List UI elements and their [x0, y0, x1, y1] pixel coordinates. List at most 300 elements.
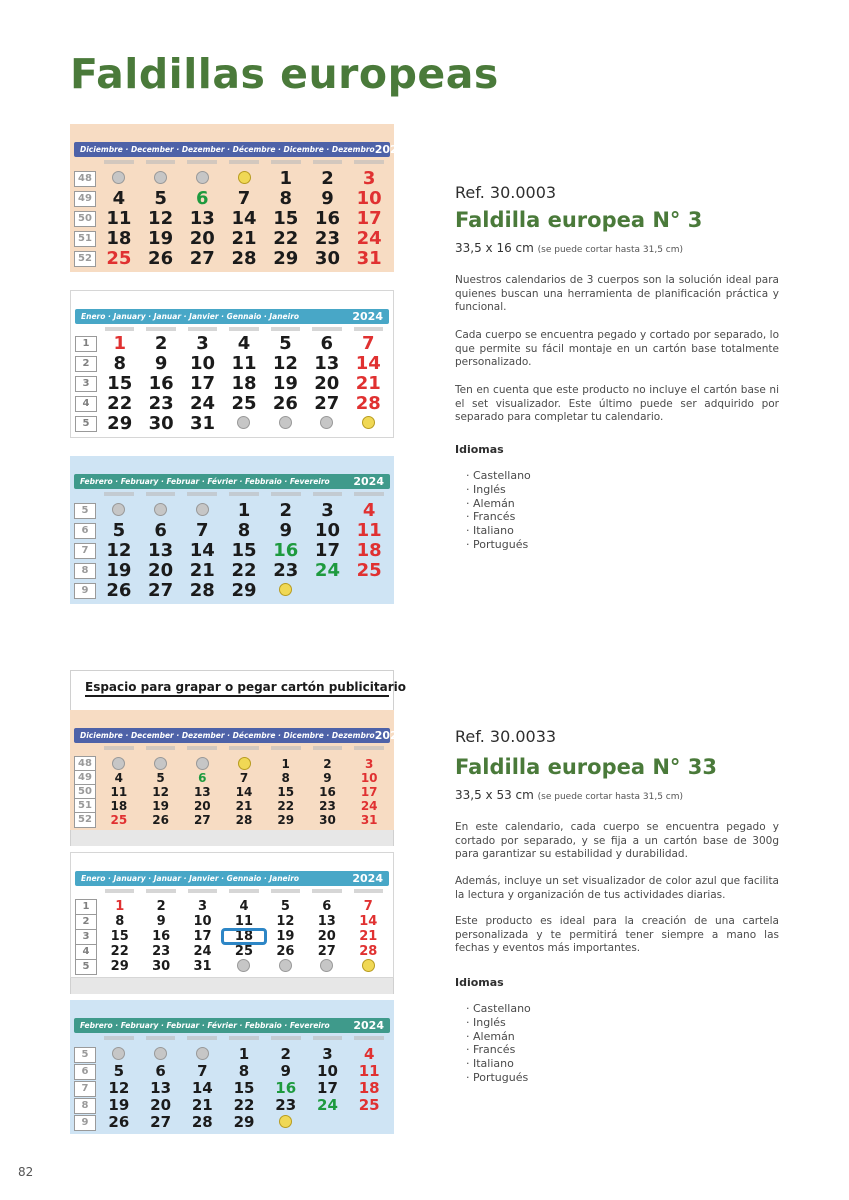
day-grid: [75, 899, 389, 974]
day-cell: [140, 170, 182, 188]
day-cell: [348, 959, 389, 975]
month-names: Febrero · February · Februar · Février · Febbraio · Fevereiro: [80, 477, 330, 486]
product-size: [455, 241, 683, 255]
day-cell: 2: [323, 757, 332, 771]
day-cell: [140, 757, 182, 772]
day-cell: 9: [323, 771, 332, 785]
day-cell: 19: [152, 799, 169, 813]
day-cell: 5: [113, 1062, 125, 1080]
day-cell: 11: [231, 353, 257, 374]
month-names: Diciembre · December · Dezember · Décembre · Dicembre · Dezembro: [80, 145, 375, 154]
day-cell: 14: [189, 540, 215, 561]
month-names: Enero · January · Januar · Janvier · Gennaio · Janeiro: [81, 874, 300, 883]
day-grid: [74, 169, 390, 269]
day-cell: 1: [115, 899, 125, 914]
day-cell: 11: [110, 785, 128, 799]
day-cell: 27: [317, 944, 336, 959]
day-cell: 17: [193, 929, 212, 944]
language-item: · Italiano: [466, 524, 531, 538]
day-cell: 27: [314, 393, 340, 414]
day-cell: 12: [276, 914, 295, 929]
day-cell: 23: [314, 228, 340, 249]
week-row: [75, 374, 389, 394]
day-cell: 26: [108, 1113, 130, 1131]
day-cell: 7: [363, 899, 373, 914]
day-cell: 13: [150, 1079, 172, 1097]
day-cell: 14: [355, 353, 381, 374]
day-cell: 24: [317, 1096, 338, 1114]
day-cell: 4: [363, 1045, 375, 1063]
day-cell: 7: [239, 771, 249, 785]
week-number: 5: [75, 416, 97, 432]
day-cell: 22: [107, 393, 133, 414]
description-paragraph: Además, incluye un set visualizador de color azul que facilita la lectura y organización de tus actividades diarias.: [455, 875, 779, 901]
day-cell: 17: [190, 373, 216, 394]
week-number: 4: [75, 944, 97, 960]
day-cell: 30: [152, 959, 171, 974]
day-cell: 2: [280, 1045, 291, 1063]
day-cell: 19: [276, 929, 295, 944]
month-band: [74, 1018, 390, 1033]
week-number: 4: [75, 396, 97, 412]
week-row: [75, 414, 389, 434]
week-number: 52: [74, 251, 96, 267]
day-cell: 24: [314, 560, 340, 581]
languages-heading: Idiomas: [455, 976, 504, 989]
month-band: [74, 728, 406, 743]
day-cell: 31: [190, 413, 216, 434]
day-cell: [306, 415, 347, 433]
month-band: [74, 142, 406, 157]
day-cell: 15: [233, 1079, 255, 1097]
day-cell: 16: [152, 929, 171, 944]
day-cell: 11: [106, 208, 132, 229]
week-number: 9: [74, 583, 96, 599]
week-number: 50: [74, 784, 96, 800]
day-cell: 26: [276, 944, 295, 959]
day-cell: 20: [148, 560, 174, 581]
day-cell: 16: [273, 540, 299, 561]
day-cell: 14: [191, 1079, 213, 1097]
day-cell: [98, 757, 140, 772]
day-cell: 6: [155, 1062, 166, 1080]
day-cell: 10: [360, 771, 378, 785]
week-row: [74, 169, 390, 189]
day-cell: 3: [198, 899, 208, 914]
day-cell: [140, 502, 182, 520]
language-item: · Alemán: [466, 1030, 531, 1044]
week-number: 2: [75, 914, 97, 930]
weekday-names-row: [99, 887, 389, 896]
day-cell: [306, 959, 347, 975]
week-row: [74, 561, 390, 581]
description-paragraph: Este producto es ideal para la creación de una cartela personalizada y te permitirá tener siempre a mano las fechas y eventos más importantes.: [455, 915, 779, 954]
week-row: [74, 1063, 390, 1080]
day-cell: 12: [148, 208, 174, 229]
calendar-january-2: [70, 852, 394, 978]
day-cell: 29: [107, 413, 133, 434]
day-cell: 6: [322, 899, 332, 914]
day-cell: [98, 170, 140, 188]
day-cell: [140, 1047, 182, 1063]
day-cell: 29: [231, 580, 257, 601]
language-item: · Castellano: [466, 469, 531, 483]
day-cell: 20: [314, 373, 340, 394]
day-cell: 15: [107, 373, 133, 394]
day-cell: 18: [358, 1079, 380, 1097]
day-cell: [265, 1115, 307, 1131]
day-cell: 3: [362, 168, 376, 189]
language-item: · Italiano: [466, 1057, 531, 1071]
day-cell: 16: [319, 785, 336, 799]
day-cell: 28: [189, 580, 215, 601]
week-number: 48: [74, 171, 96, 187]
week-number: 8: [74, 1098, 96, 1114]
year-label: 2024: [352, 872, 383, 885]
calendar-january-1: [70, 290, 394, 438]
day-cell: 29: [233, 1113, 255, 1131]
day-cell: 8: [238, 1062, 250, 1080]
day-cell: 1: [238, 1045, 250, 1063]
day-cell: 9: [154, 353, 168, 374]
day-cell: 7: [196, 520, 209, 541]
day-cell: 23: [152, 944, 171, 959]
month-names: Enero · January · Januar · Janvier · Gennaio · Janeiro: [81, 312, 300, 321]
week-number: 51: [74, 798, 96, 814]
day-cell: 27: [193, 813, 211, 827]
product-title: Faldilla europea N° 33: [455, 755, 717, 779]
day-cell: 3: [364, 757, 374, 771]
day-cell: 18: [356, 540, 382, 561]
ad-space-label: Espacio para grapar o pegar cartón publicitario: [85, 677, 389, 697]
language-item: · Portugués: [466, 538, 531, 552]
week-row: [75, 334, 389, 354]
ad-space-strip: [70, 670, 406, 710]
week-number: 7: [74, 543, 96, 559]
product-ref: Ref. 30.0033: [455, 727, 557, 746]
day-cell: [265, 582, 307, 600]
day-cell: 6: [154, 520, 167, 541]
day-cell: 31: [360, 813, 378, 827]
day-cell: 10: [356, 188, 382, 209]
week-row: [75, 394, 389, 414]
day-cell: [181, 170, 223, 188]
day-cell: 24: [356, 228, 382, 249]
day-cell: 29: [277, 813, 295, 827]
day-cell: 21: [231, 228, 257, 249]
day-cell: 12: [272, 353, 298, 374]
day-cell: 18: [223, 930, 264, 943]
calendar-december-2: [70, 710, 406, 830]
day-cell: 12: [152, 785, 169, 799]
fold-divider: [70, 830, 394, 846]
day-cell: 13: [189, 208, 215, 229]
day-cell: 1: [113, 333, 126, 354]
day-cell: 20: [150, 1096, 172, 1114]
week-row: [74, 521, 390, 541]
day-cell: 25: [356, 560, 382, 581]
day-cell: 27: [150, 1113, 172, 1131]
day-cell: [265, 959, 306, 975]
day-cell: 15: [110, 929, 129, 944]
day-cell: 2: [279, 500, 292, 521]
size-note: (se puede cortar hasta 31,5 cm): [537, 245, 684, 255]
day-cell: 10: [193, 914, 212, 929]
day-cell: 22: [277, 799, 295, 813]
day-cell: 28: [235, 813, 253, 827]
week-row: [74, 209, 390, 229]
day-cell: 17: [314, 540, 340, 561]
day-cell: 14: [359, 914, 378, 929]
day-cell: [181, 757, 223, 772]
year-label: 2024: [353, 475, 384, 488]
week-number: 2: [75, 356, 97, 372]
day-cell: 8: [281, 771, 290, 785]
week-number: 3: [75, 376, 97, 392]
day-cell: 20: [189, 228, 215, 249]
day-cell: [348, 415, 389, 433]
week-row: [75, 354, 389, 374]
day-cell: 17: [317, 1079, 338, 1097]
day-cell: 9: [280, 1062, 291, 1080]
week-row: [74, 799, 390, 813]
day-cell: 22: [233, 1096, 255, 1114]
week-number: 50: [74, 211, 96, 227]
day-cell: 17: [360, 785, 378, 799]
day-cell: 3: [322, 1045, 333, 1063]
day-cell: 30: [319, 813, 336, 827]
day-cell: 15: [273, 208, 299, 229]
day-grid: [74, 757, 390, 827]
day-cell: 30: [314, 248, 340, 269]
languages-list: [466, 1002, 531, 1085]
day-cell: 23: [148, 393, 174, 414]
day-cell: 20: [193, 799, 211, 813]
week-number: 5: [74, 503, 96, 519]
day-cell: 28: [359, 944, 378, 959]
fold-divider: [70, 978, 394, 994]
week-row: [74, 1114, 390, 1131]
day-cell: 8: [113, 353, 126, 374]
day-cell: 13: [193, 785, 211, 799]
week-row: [74, 813, 390, 827]
week-row: [74, 1046, 390, 1063]
calendar-february-2: [70, 1000, 394, 1134]
day-cell: 18: [231, 373, 257, 394]
day-cell: 27: [148, 580, 174, 601]
day-cell: 30: [148, 413, 174, 434]
week-number: 49: [74, 191, 96, 207]
week-row: [75, 929, 389, 944]
week-number: 5: [75, 959, 97, 975]
week-number: 1: [75, 899, 97, 915]
day-cell: 23: [275, 1096, 297, 1114]
day-cell: 9: [321, 188, 334, 209]
month-names: Diciembre · December · Dezember · Décembre · Dicembre · Dezembro: [80, 731, 375, 740]
day-cell: 29: [110, 959, 129, 974]
size-note: (se puede cortar hasta 31,5 cm): [537, 792, 684, 802]
day-cell: 7: [197, 1062, 208, 1080]
day-cell: 8: [237, 520, 251, 541]
language-item: · Francés: [466, 510, 531, 524]
day-cell: 14: [235, 785, 253, 799]
day-cell: 13: [317, 914, 336, 929]
day-cell: 4: [114, 771, 124, 785]
day-cell: 6: [196, 188, 209, 209]
week-row: [74, 785, 390, 799]
day-cell: 24: [360, 799, 378, 813]
day-cell: 20: [317, 929, 336, 944]
day-cell: 31: [193, 959, 212, 974]
day-cell: 26: [152, 813, 169, 827]
day-cell: 8: [279, 188, 292, 209]
day-cell: 31: [356, 248, 382, 269]
year-label: 2023: [374, 729, 406, 742]
day-cell: 4: [239, 899, 249, 914]
day-cell: 28: [355, 393, 381, 414]
week-number: 9: [74, 1115, 96, 1131]
year-label: 2024: [353, 1019, 384, 1032]
day-cell: 3: [196, 333, 209, 354]
day-cell: [223, 415, 264, 433]
size-value: 33,5 x 16 cm: [455, 241, 534, 255]
week-row: [74, 581, 390, 601]
day-cell: 19: [148, 228, 174, 249]
day-cell: 17: [356, 208, 382, 229]
day-cell: [98, 502, 140, 520]
day-cell: 28: [191, 1113, 213, 1131]
size-value: 33,5 x 53 cm: [455, 788, 534, 802]
week-number: 8: [74, 563, 96, 579]
day-cell: 26: [106, 580, 132, 601]
day-cell: 14: [231, 208, 257, 229]
day-cell: 26: [148, 248, 174, 269]
language-item: · Inglés: [466, 1016, 531, 1030]
day-cell: 1: [281, 757, 290, 771]
day-cell: 4: [362, 500, 376, 521]
day-cell: [223, 959, 264, 975]
day-cell: 5: [112, 520, 126, 541]
week-row: [75, 914, 389, 929]
day-grid: [74, 501, 390, 601]
week-row: [74, 771, 390, 785]
day-cell: 11: [356, 520, 382, 541]
day-cell: 9: [156, 914, 166, 929]
day-cell: [181, 1047, 223, 1063]
day-cell: 22: [231, 560, 257, 581]
day-cell: 5: [280, 899, 290, 914]
day-cell: 5: [156, 771, 165, 785]
day-cell: 16: [314, 208, 340, 229]
day-cell: 2: [154, 333, 168, 354]
calendar-february-1: [70, 456, 394, 604]
day-grid: [75, 334, 389, 434]
week-number: 5: [74, 1047, 96, 1063]
day-cell: 1: [237, 500, 251, 521]
day-cell: [223, 170, 265, 188]
description-paragraph: Nuestros calendarios de 3 cuerpos son la solución ideal para quienes buscan una herramienta de planificación práctica y funcional.: [455, 274, 779, 313]
day-cell: 8: [115, 914, 125, 929]
day-cell: 5: [279, 333, 292, 354]
day-cell: 10: [314, 520, 340, 541]
day-cell: 5: [154, 188, 167, 209]
day-cell: 9: [279, 520, 292, 541]
month-band: [75, 309, 389, 324]
day-cell: 15: [231, 540, 257, 561]
weekday-names-row: [98, 158, 390, 167]
product-title: Faldilla europea N° 3: [455, 208, 703, 232]
week-row: [74, 501, 390, 521]
languages-heading: Idiomas: [455, 443, 504, 456]
day-cell: 15: [277, 785, 295, 799]
year-label: 2024: [352, 310, 383, 323]
language-item: · Alemán: [466, 497, 531, 511]
day-cell: 25: [358, 1096, 380, 1114]
calendar-december-1: [70, 124, 406, 272]
week-row: [74, 189, 390, 209]
day-cell: 12: [108, 1079, 130, 1097]
week-row: [74, 249, 390, 269]
day-cell: 11: [234, 914, 254, 929]
week-number: 7: [74, 1081, 96, 1097]
day-cell: 18: [106, 228, 132, 249]
week-row: [74, 1097, 390, 1114]
languages-list: [466, 469, 531, 552]
week-row: [74, 541, 390, 561]
day-cell: 22: [273, 228, 299, 249]
day-cell: 2: [156, 899, 166, 914]
day-cell: 21: [355, 373, 381, 394]
day-cell: 23: [273, 560, 299, 581]
year-label: 2023: [374, 143, 406, 156]
month-band: [75, 871, 389, 886]
page-number: 82: [18, 1165, 34, 1179]
week-row: [74, 757, 390, 771]
day-cell: 6: [198, 771, 207, 785]
day-cell: 23: [319, 799, 336, 813]
weekday-names-row: [98, 744, 390, 753]
day-cell: 7: [361, 333, 375, 354]
week-number: 6: [74, 1064, 96, 1080]
day-cell: 7: [237, 188, 251, 209]
day-cell: [98, 1047, 140, 1063]
page-title: Faldillas europeas: [70, 50, 499, 98]
day-cell: 6: [320, 333, 334, 354]
day-cell: 19: [108, 1096, 130, 1114]
day-cell: 3: [321, 500, 334, 521]
week-number: 52: [74, 812, 96, 828]
day-cell: 10: [317, 1062, 338, 1080]
day-cell: 24: [190, 393, 216, 414]
day-cell: 4: [112, 188, 126, 209]
language-item: · Portugués: [466, 1071, 531, 1085]
day-cell: 25: [234, 944, 254, 959]
day-cell: 19: [106, 560, 132, 581]
day-cell: 10: [190, 353, 216, 374]
day-cell: 24: [193, 944, 212, 959]
day-cell: [265, 415, 306, 433]
week-number: 6: [74, 523, 96, 539]
day-cell: 21: [191, 1096, 213, 1114]
weekday-names-row: [98, 490, 390, 499]
day-cell: 1: [279, 168, 292, 189]
week-row: [74, 1080, 390, 1097]
week-row: [75, 959, 389, 974]
week-number: 1: [75, 336, 97, 352]
day-cell: 4: [237, 333, 251, 354]
day-cell: 25: [106, 248, 132, 269]
day-cell: 18: [110, 799, 128, 813]
